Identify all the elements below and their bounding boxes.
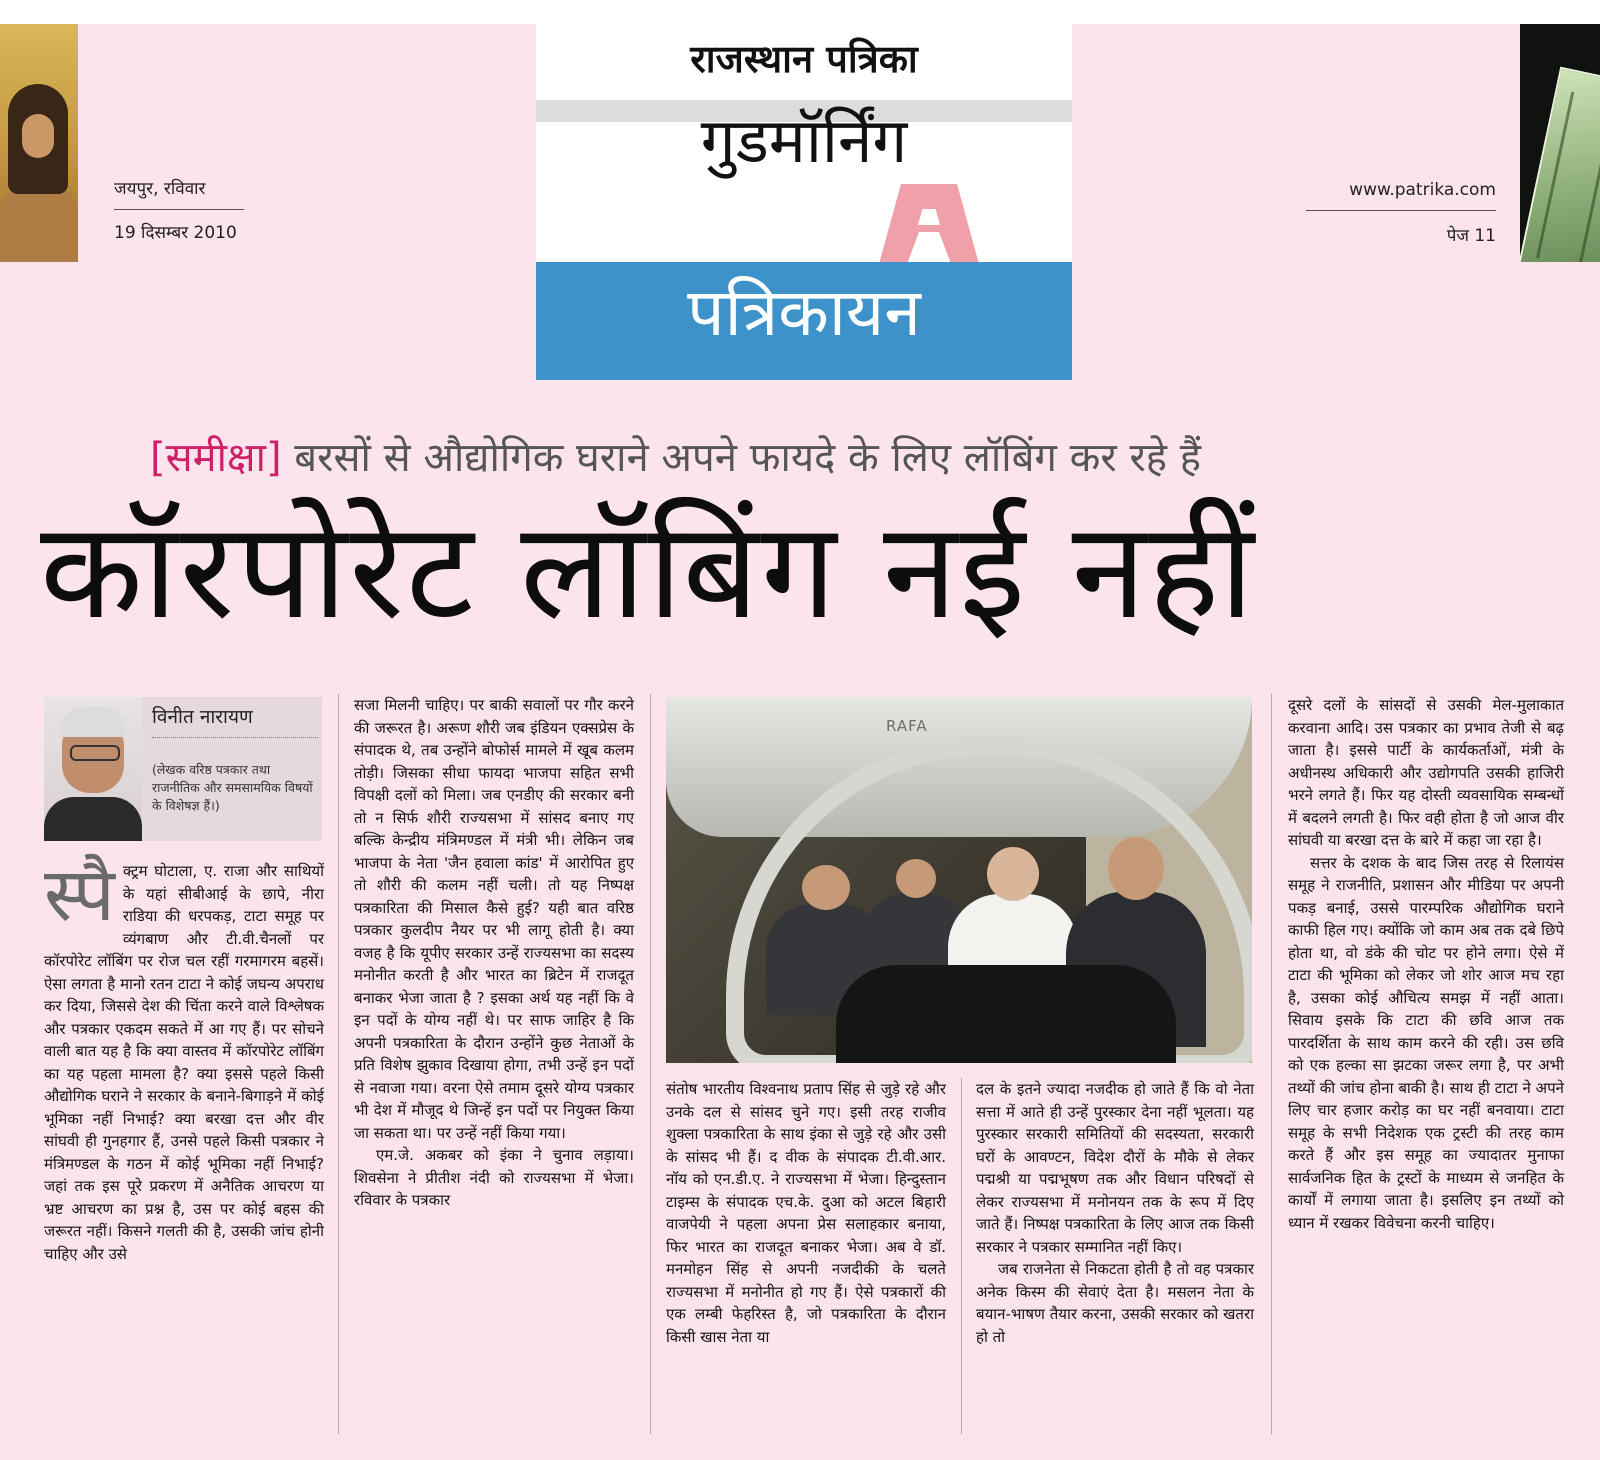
column-rule xyxy=(1271,694,1272,1434)
dateline xyxy=(114,176,244,243)
author-name: विनीत नारायण xyxy=(152,703,318,738)
website-url: www.patrika.com xyxy=(1306,180,1496,211)
author-box xyxy=(44,697,322,841)
paragraph: जब राजनेता से निकटता होती है तो वह पत्रकार अनेक किस्म की सेवाएं देता है। मसलन नेता के बयान-भाषण तैयार करना, उसकी सरकार को खतरा हो तो xyxy=(976,1260,1254,1346)
article-column-1 xyxy=(44,852,324,1265)
page-number: पेज 11 xyxy=(1446,226,1496,246)
paragraph: दल के इतने ज्यादा नजदीक हो जाते हैं कि वो नेता सत्ता में आते ही उन्हें पुरस्कार देना नहीं भूलता। यह पुरस्कार सरकारी समितियों की सदस्यता, सरकारी घरों के आवण्टन, विदेश दौरों के मौके से लेकर पद्मश्री या पद्मभूषण तक और विधान परिषदों से लेकर राज्यसभा में मनोनयन तक के रूप में दिए जाते हैं। निष्पक्ष पत्रकारिता के लिए आज तक किसी सरकार ने पत्रकार सम्मानित नहीं किए। xyxy=(976,1080,1254,1256)
dropcap: स्पै xyxy=(44,852,115,938)
paper-name: राजस्थान पत्रिका xyxy=(690,37,918,81)
article-column-3 xyxy=(666,1078,946,1348)
dateline-date: 19 दिसम्बर 2010 xyxy=(114,223,237,243)
author-photo xyxy=(44,697,142,841)
corner-image-left xyxy=(0,24,78,262)
article-photo xyxy=(666,697,1252,1063)
kicker-text: बरसों से औद्योगिक घराने अपने फायदे के लिए लॉबिंग कर रहे हैं xyxy=(294,435,1201,481)
paragraph: सत्तर के दशक के बाद जिस तरह से रिलायंस समूह ने राजनीति, प्रशासन और मीडिया पर अपनी पकड़ बनाई, उससे पारम्परिक औद्योगिक घराने काफी हिल गए। क्योंकि जो काम अब तक दबे छिपे होता था, वो डंके की चोट पर होने लगा। ऐसे में टाटा की भूमिका को लेकर जो शोर आज मच रहा है, उसका कोई औचित्य समझ में नहीं आता। सिवाय इसके कि टाटा की छवि आज तक पारदर्शिता के साथ काम करने की रही। उस छवि को एक हल्का सा झटका जरूर लगा है, पर अभी तथ्यों की जांच होना बाकी है। साथ ही टाटा ने अपने लिए चार हजार करोड़ का घर नहीं बनवाया। टाटा समूह के सभी निदेशक एक ट्रस्टी की तरह काम करते हैं और इस समूह का ज्यादातर मुनाफा सार्वजनिक हित के ट्रस्टों के माध्यम से जनहित के कार्यों में लगाया जाता है। इसलिए इन तथ्यों को ध्यान में रखकर विवेचना करनी चाहिए। xyxy=(1288,853,1564,1232)
column-rule xyxy=(961,1078,962,1434)
photo-logo-text: RAFA xyxy=(886,717,928,735)
edition-title: गुडमॉर्निंग xyxy=(700,104,908,177)
page-info xyxy=(1306,180,1496,246)
top-margin xyxy=(78,0,1518,24)
section-name: पत्रिकायन xyxy=(687,274,921,351)
article-column-5 xyxy=(1288,694,1564,1234)
article-column-2 xyxy=(354,694,634,1212)
headline: कॉरपोरेट लॉबिंग नई नहीं xyxy=(40,493,1256,649)
corner-image-right xyxy=(1520,24,1600,262)
paragraph: सजा मिलनी चाहिए। पर बाकी सवालों पर गौर करने की जरूरत है। अरूण शौरी जब इंडियन एक्सप्रेस के संपादक थे, तब उन्होंने बोफोर्स मामले में खूब कलम तोड़ी। जिसका सीधा फायदा भाजपा सहित सभी विपक्षी दलों को मिला। जब एनडीए की सरकार बनी तो न सिर्फ शौरी राज्यसभा में सांसद बनाए गए बल्कि केन्द्रीय मंत्रिमण्डल में मंत्री भी। लेकिन जब भाजपा के नेता 'जैन हवाला कांड' में आरोपित हुए तो शौरी की कलम नहीं चली। तो यह निष्पक्ष पत्रकारिता की मिसाल कैसे हुई? यही बात वरिष्ठ पत्रकार कुलदीप नैयर पर भी लागू होती है। क्या वजह है कि यूपीए सरकार उन्हें राज्यसभा का सदस्य मनोनीत करती है और भारत का ब्रिटेन में राजदूत बनाकर भेजा जाता है ? इसका अर्थ यह नहीं कि वे इन पदों के योग्य नहीं थे। पर साफ जाहिर है कि अपनी पत्रकारिता के दौरान उन्होंने कुछ नेताओं के प्रति विशेष झुकाव दिखाया होगा, तभी उन्हें इन पदों से नवाजा गया। वरना ऐसे तमाम दूसरे योग्य पत्रकार भी देश में मौजूद थे जिन्हें इन पदों पर नियुक्त किया जा सकता था। पर उन्हें नहीं किया गया। xyxy=(354,696,634,1142)
masthead xyxy=(536,24,1072,380)
dateline-city: जयपुर, रविवार xyxy=(114,176,244,210)
banknote-icon xyxy=(1520,67,1600,262)
article-column-4 xyxy=(976,1078,1254,1348)
author-description: (लेखक वरिष्ठ पत्रकार तथा राजनीतिक और समसामयिक विषयों के विशेषज्ञ हैं।) xyxy=(152,762,313,814)
paragraph: संतोष भारतीय विश्वनाथ प्रताप सिंह से जुड़े रहे और उनके दल से सांसद चुने गए। इसी तरह राजीव शुक्ला पत्रकारिता के साथ इंका से जुड़े रहे और उसी के सांसद भी हैं। द वीक के संपादक टी.वी.आर. नॉय को एन.डी.ए. ने राज्यसभा में भेजा। हिन्दुस्तान टाइम्स के संपादक एच.के. दुआ को अटल बिहारी वाजपेयी ने पहला अपना प्रेस सलाहकार बनाया, फिर भारत का राजदूत बनाकर भेजा। अब वे डॉ. मनमोहन सिंह से अपनी नजदीकी के चलते राज्यसभा में मनोनीत हो गए हैं। ऐसे पत्रकारों की एक लम्बी फेहरिस्त है, जो पत्रकारिता के दौरान किसी खास नेता या xyxy=(666,1080,946,1346)
paragraph: स्पै क्ट्रम घोटाला, ए. राजा और साथियों के यहां सीबीआई के छापे, नीरा राडिया की धरपकड़, टाटा समूह पर व्यंगबाण और टी.वी.चैनलों पर कॉरपोरेट लॉबिंग पर रोज चल रहीं गरमागरम बहसें। ऐसा लगता है मानो रतन टाटा ने कोई जघन्य अपराध कर दिया, जिससे देश की चिंता करने वाले विश्लेषक और पत्रकार एकदम सकते में आ गए हैं। पर सोचने वाली बात यह है कि क्या वास्तव में कॉरपोरेट लॉबिंग का यह पहला मामला है? क्या इससे पहले किसी औद्योगिक घराने ने सरकार के बनाने-बिगाड़ने में कोई भूमिका नहीं निभाई? क्या बरखा दत्त और वीर सांघवी ही गुनहगार हैं, उनसे पहले किसी पत्रकार ने मंत्रिमण्डल के गठन में कोई भूमिका नहीं निभाई? जहां तक इस पूरे प्रकरण में अनैतिक आचरण या भ्रष्ट आचरण का प्रश्न है, उस पर कोई बहस की जरूरत नहीं। किसने गलती की है, उसकी जांच होनी चाहिए और उसे xyxy=(44,852,324,1263)
kicker xyxy=(150,428,1201,483)
paragraph: एम.जे. अकबर को इंका ने चुनाव लड़ाया। शिवसेना ने प्रीतीश नंदी को राज्यसभा में भेजा। रविवार के पत्रकार xyxy=(354,1146,634,1209)
paragraph: दूसरे दलों के सांसदों से उसकी मेल-मुलाकात करवाना आदि। उस पत्रकार का प्रभाव तेजी से बढ़ जाता है। इससे पार्टी के कार्यकर्ताओं, मंत्री के अधीनस्थ अधिकारी और उद्योगपति उसकी हाजिरी भरने लगते हैं। फिर यह दोस्ती व्यवसायिक सम्बन्धों में बदलने लगती है। फिर वही होता है जो आज वीर सांघवी या बरखा दत्त के बारे में कहा जा रहा है। xyxy=(1288,696,1564,849)
kicker-tag: [समीक्षा] xyxy=(150,435,282,481)
column-rule xyxy=(338,694,339,1434)
column-rule xyxy=(650,694,651,1434)
